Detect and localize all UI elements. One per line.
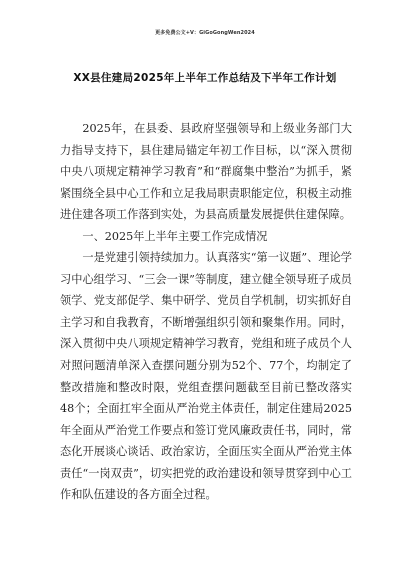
paragraph-intro: 2025年，在县委、县政府坚强领导和上级业务部门大力指导支持下，县住建局锚定年初工作目标，以“深入贯彻中央八项规定精神学习教育”和“群腐集中整治”为抓手，紧紧围绕全县中心工作和立足我局职责职能定位，积极主动推进住建各项工作落到实处，为县高质量发展提供住建保障。 — [60, 122, 352, 222]
document-body — [60, 118, 352, 506]
paragraph-party-building: 一是党建引领持续加力。认真落实“第一议题”、理论学习中心组学习、“三会一课”等制度，建立健全领导班子成员领学、党支部促学、集中研学、党员自学机制，切实抓好自主学习和自我教育，不断增强组织引领和聚集作用。同时，深入贯彻中央八项规定精神学习教育，党组和班子成员个人对照问题清单深入查摆问题分别为52个、77个，均制定了整改措施和整改时限，党组查摆问题截至目前已整改落实48个；全面扛牢全面从严治党主体责任，制定住建局2025年全面从严治党工作要点和签订党风廉政责任书，同时，常态化开展谈心谈话、政治家访，全面压实全面从严治党主体责任“一岗双责”，切实把党的政治建设和领导贯穿到中心工作和队伍建设的各方面全过程。 — [60, 251, 352, 502]
section-heading: 一、2025年上半年主要工作完成情况 — [82, 229, 268, 243]
document-title: XX县住建局2025年上半年工作总结及下半年工作计划 — [73, 72, 337, 84]
header-note: 更多免费公文+V：GiGoGongWen2024 — [155, 30, 255, 36]
